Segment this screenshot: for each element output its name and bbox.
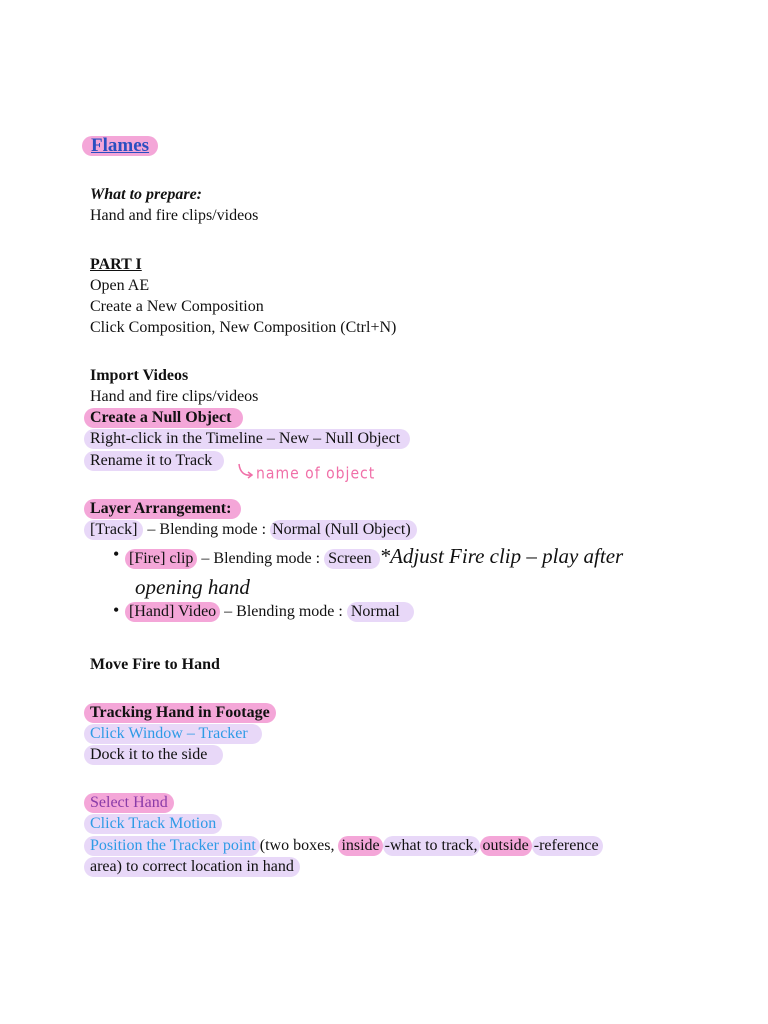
layer-track-row: [84, 520, 417, 540]
layer-fire-note: *Adjust Fire clip – play after: [379, 544, 624, 568]
part1-step-1: Open AE: [90, 277, 150, 294]
select-step-2-text-2: -what to track,: [384, 837, 478, 854]
import-text: Hand and fire clips/videos: [90, 388, 259, 405]
page-title[interactable]: Flames: [82, 136, 158, 156]
title-row: [82, 136, 158, 157]
tracking-step-1: Click Window – Tracker: [84, 724, 262, 744]
null-object-step-1-row: [84, 429, 410, 449]
tracking-heading-row: [84, 703, 276, 723]
position-tracker-link[interactable]: Position the Tracker point: [84, 836, 260, 856]
prepare-text: Hand and fire clips/videos: [90, 207, 259, 224]
layer-fire-note-2: opening hand: [135, 575, 250, 599]
null-object-step-1: Right-click in the Timeline – New – Null Object: [84, 429, 410, 449]
tracking-heading: Tracking Hand in Footage: [84, 703, 276, 723]
layer-hand-name: [Hand] Video: [125, 602, 220, 622]
tracking-step-2: Dock it to the side: [84, 745, 223, 765]
layer-hand-sep: – Blending mode :: [224, 603, 343, 620]
curved-arrow-icon: [237, 461, 255, 481]
part1-step-2: Create a New Composition: [90, 298, 264, 315]
select-heading: Select Hand: [84, 793, 174, 813]
layers-heading-row: [84, 499, 241, 519]
bullet-icon: •: [113, 544, 120, 564]
layer-hand-row: [125, 602, 414, 622]
layer-fire-row: [125, 546, 623, 569]
part1-step-3: Click Composition, New Composition (Ctrl+N): [90, 319, 397, 336]
part1-heading: PART I: [90, 256, 142, 273]
tracking-step-2-row: [84, 745, 223, 765]
select-step-3: area) to correct location in hand: [84, 857, 300, 877]
inside-label: inside: [338, 836, 382, 856]
select-step-2-text-1: (two boxes,: [259, 837, 335, 854]
null-object-row: [84, 408, 243, 428]
import-heading: Import Videos: [90, 367, 189, 384]
null-object-step-2-row: [84, 451, 224, 471]
layer-fire-sep: – Blending mode :: [201, 550, 321, 567]
select-step-2-row: [84, 836, 603, 856]
select-step-1-row: [84, 814, 222, 834]
move-heading: Move Fire to Hand: [90, 656, 220, 673]
layer-fire-name: [Fire] clip: [125, 549, 197, 569]
select-step-2-text-3: -reference: [532, 836, 603, 856]
null-object-heading: Create a Null Object: [84, 408, 243, 428]
select-step-1: Click Track Motion: [84, 814, 222, 834]
select-heading-row: [84, 793, 174, 813]
select-step-3-row: [84, 857, 300, 877]
layer-track-sep: – Blending mode :: [147, 521, 267, 538]
handwritten-note: name of object: [256, 464, 376, 484]
prepare-heading: What to prepare:: [90, 186, 202, 203]
layer-track-name: [Track]: [84, 520, 143, 540]
tracking-step-1-row: [84, 724, 262, 744]
layer-track-mode: Normal (Null Object): [270, 520, 417, 540]
bullet-icon: •: [113, 600, 120, 620]
null-object-step-2: Rename it to Track: [84, 451, 224, 471]
outside-label: outside: [480, 836, 532, 856]
layer-fire-mode: Screen: [324, 549, 380, 569]
layers-heading: Layer Arrangement:: [84, 499, 241, 519]
layer-hand-mode: Normal: [347, 602, 414, 622]
